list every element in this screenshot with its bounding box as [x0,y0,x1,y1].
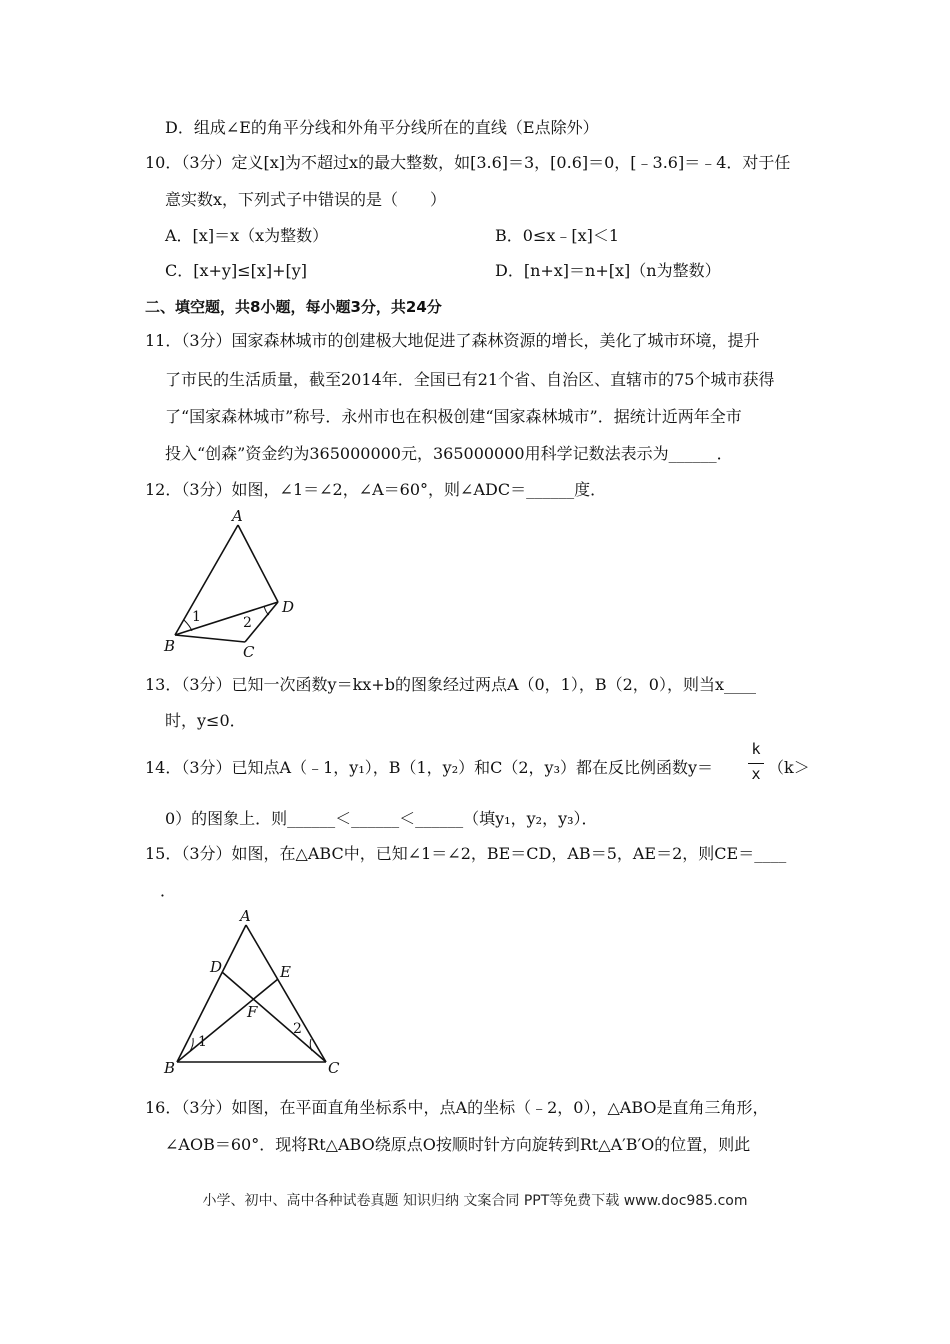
fig15-label-b: B [164,1059,176,1077]
fig12-label-d: D [282,598,295,616]
question-11-line-2: 了市民的生活质量，截至2014年．全国已有21个省、自治区、直辖市的75个城市获得 [165,370,775,389]
question-14-line-1-tail: （k＞ [768,758,810,777]
question-16-line-2: ∠AOB＝60°．现将Rt△ABO绕原点O按顺时针方向旋转到Rt△A′B′O的位置，则此 [165,1135,751,1154]
section-heading: 二、填空题，共8小题，每小题3分，共24分 [145,298,442,316]
question-10-line-1: 10．（3分）定义[x]为不超过x的最大整数，如[3.6]＝3，[0.6]＝0，[﹣3.6]＝﹣4．对于任 [145,153,791,172]
question-11-line-1: 11．（3分）国家森林城市的创建极大地促进了森林资源的增长，美化了城市环境，提升 [145,331,760,350]
question-11-line-4: 投入“创森”资金约为365000000元，365000000用科学记数法表示为______． [165,444,733,463]
fig12-angle-2: 2 [243,615,252,631]
fig15-angle-2: 2 [293,1021,302,1037]
question-15-line-1: 15．（3分）如图，在△ABC中，已知∠1＝∠2，BE＝CD，AB＝5，AE＝2，则CE＝____ [145,844,787,863]
question-13-line-1: 13．（3分）已知一次函数y＝kx+b的图象经过两点A（0，1），B（2，0），则当x____ [145,675,757,694]
option-d-q10: D．[n+x]＝n+[x]（n为整数） [495,261,721,280]
fig15-label-d: D [210,958,223,976]
question-14-line-1: 14．（3分）已知点A（﹣1，y₁），B（1，y₂）和C（2，y₃）都在反比例函数y＝ [145,758,714,777]
question-15-line-2: ． [160,881,177,900]
fraction-denominator: x [751,765,761,783]
fraction-bar [748,763,764,764]
fig12-label-b: B [164,637,176,655]
fraction-numerator: k [751,740,761,758]
question-13-line-2: 时，y≤0． [165,711,246,730]
question-12: 12．（3分）如图，∠1＝∠2，∠A＝60°，则∠ADC＝______度． [145,480,607,499]
fig15-angle-1: 1 [198,1034,207,1050]
figure-15 [160,905,360,1085]
fig15-label-e: E [280,963,291,981]
option-c-q10: C．[x+y]≤[x]+[y] [165,261,308,280]
fig15-label-c: C [328,1059,340,1077]
fig12-angle-1: 1 [192,609,201,625]
question-16-line-1: 16．（3分）如图，在平面直角坐标系中，点A的坐标（﹣2，0），△ABO是直角三角形， [145,1098,769,1117]
page-footer: 小学、初中、高中各种试卷真题 知识归纳 文案合同 PPT等免费下载 www.doc985.com [202,1193,748,1209]
option-d-q9: D．组成∠E的角平分线和外角平分线所在的直线（E点除外） [165,118,599,137]
fig15-label-f: F [247,1003,258,1021]
fig12-label-c: C [243,643,255,660]
option-a-q10: A．[x]＝x（x为整数） [165,226,329,245]
question-10-line-2: 意实数x，下列式子中错误的是（ ） [165,190,447,209]
fig15-label-a: A [240,907,251,925]
figure-12 [160,505,310,660]
option-b-q10: B．0≤x﹣[x]＜1 [495,226,620,245]
question-14-line-2: 0）的图象上．则______＜______＜______（填y₁，y₂，y₃）． [165,809,598,828]
question-11-line-3: 了“国家森林城市”称号．永州市也在积极创建“国家森林城市”．据统计近两年全市 [165,407,742,426]
fig12-label-a: A [232,507,243,525]
